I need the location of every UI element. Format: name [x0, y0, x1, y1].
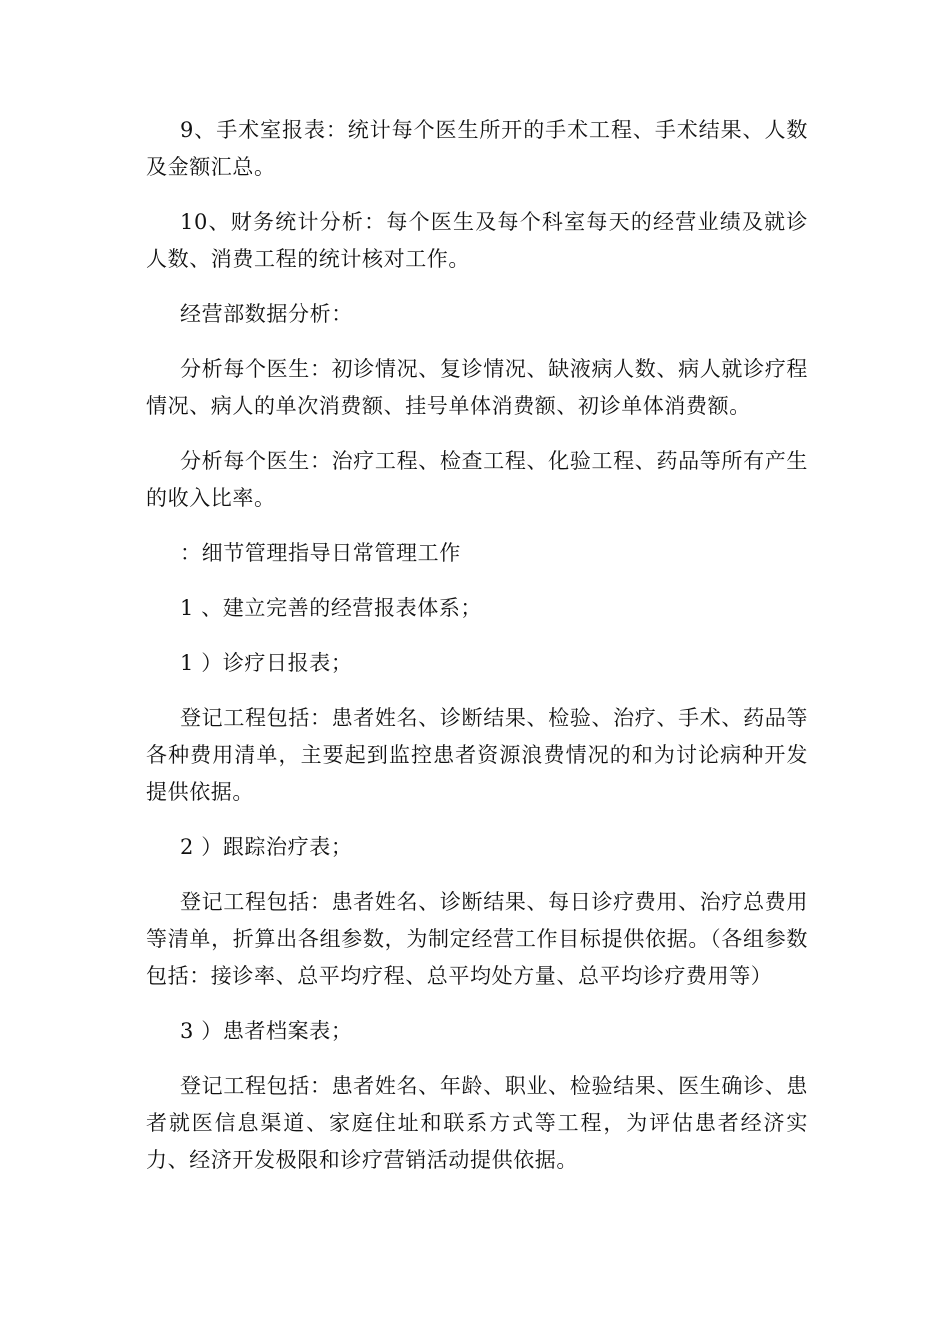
paragraph-daily-report-heading: 1 ）诊疗日报表；	[180, 651, 353, 675]
paragraph-patient-file-detail: 登记工程包括：患者姓名、年龄、职业、检验结果、医生确诊、患者就医信息渠道、家庭住址和联系方式等工程，为评估患者经济实力、经济开发极限和诊疗营销活动提供依据。	[146, 1074, 808, 1172]
paragraph-doctor-analysis-income: 分析每个医生：治疗工程、检查工程、化验工程、药品等所有产生的收入比率。	[146, 449, 808, 510]
paragraph-tracking-detail: 登记工程包括：患者姓名、诊断结果、每日诊疗费用、治疗总费用等清单，折算出各组参数，为制定经营工作目标提供依据。（各组参数包括：接诊率、总平均疗程、总平均处方量、总平均诊疗费用等）	[146, 890, 808, 988]
document-body	[146, 112, 808, 1197]
paragraph-tracking-heading: 2 ）跟踪治疗表；	[180, 835, 353, 859]
paragraph-patient-file-heading: 3 ）患者档案表；	[180, 1019, 353, 1043]
paragraph-report-system: 1 、建立完善的经营报表体系；	[180, 596, 483, 620]
paragraph-operations-analysis-heading: 经营部数据分析：	[180, 302, 353, 326]
paragraph-financial-analysis: 10、财务统计分析：每个医生及每个科室每天的经营业绩及就诊人数、消费工程的统计核对工作。	[146, 210, 808, 271]
paragraph-detail-management: ：细节管理指导日常管理工作	[180, 541, 461, 565]
paragraph-daily-report-detail: 登记工程包括：患者姓名、诊断结果、检验、治疗、手术、药品等各种费用清单，主要起到监控患者资源浪费情况的和为讨论病种开发提供依据。	[146, 706, 808, 804]
paragraph-surgery-report: 9、手术室报表：统计每个医生所开的手术工程、手术结果、人数及金额汇总。	[146, 118, 808, 179]
paragraph-doctor-analysis-visits: 分析每个医生：初诊情况、复诊情况、缺液病人数、病人就诊疗程情况、病人的单次消费额、挂号单体消费额、初诊单体消费额。	[146, 357, 808, 418]
